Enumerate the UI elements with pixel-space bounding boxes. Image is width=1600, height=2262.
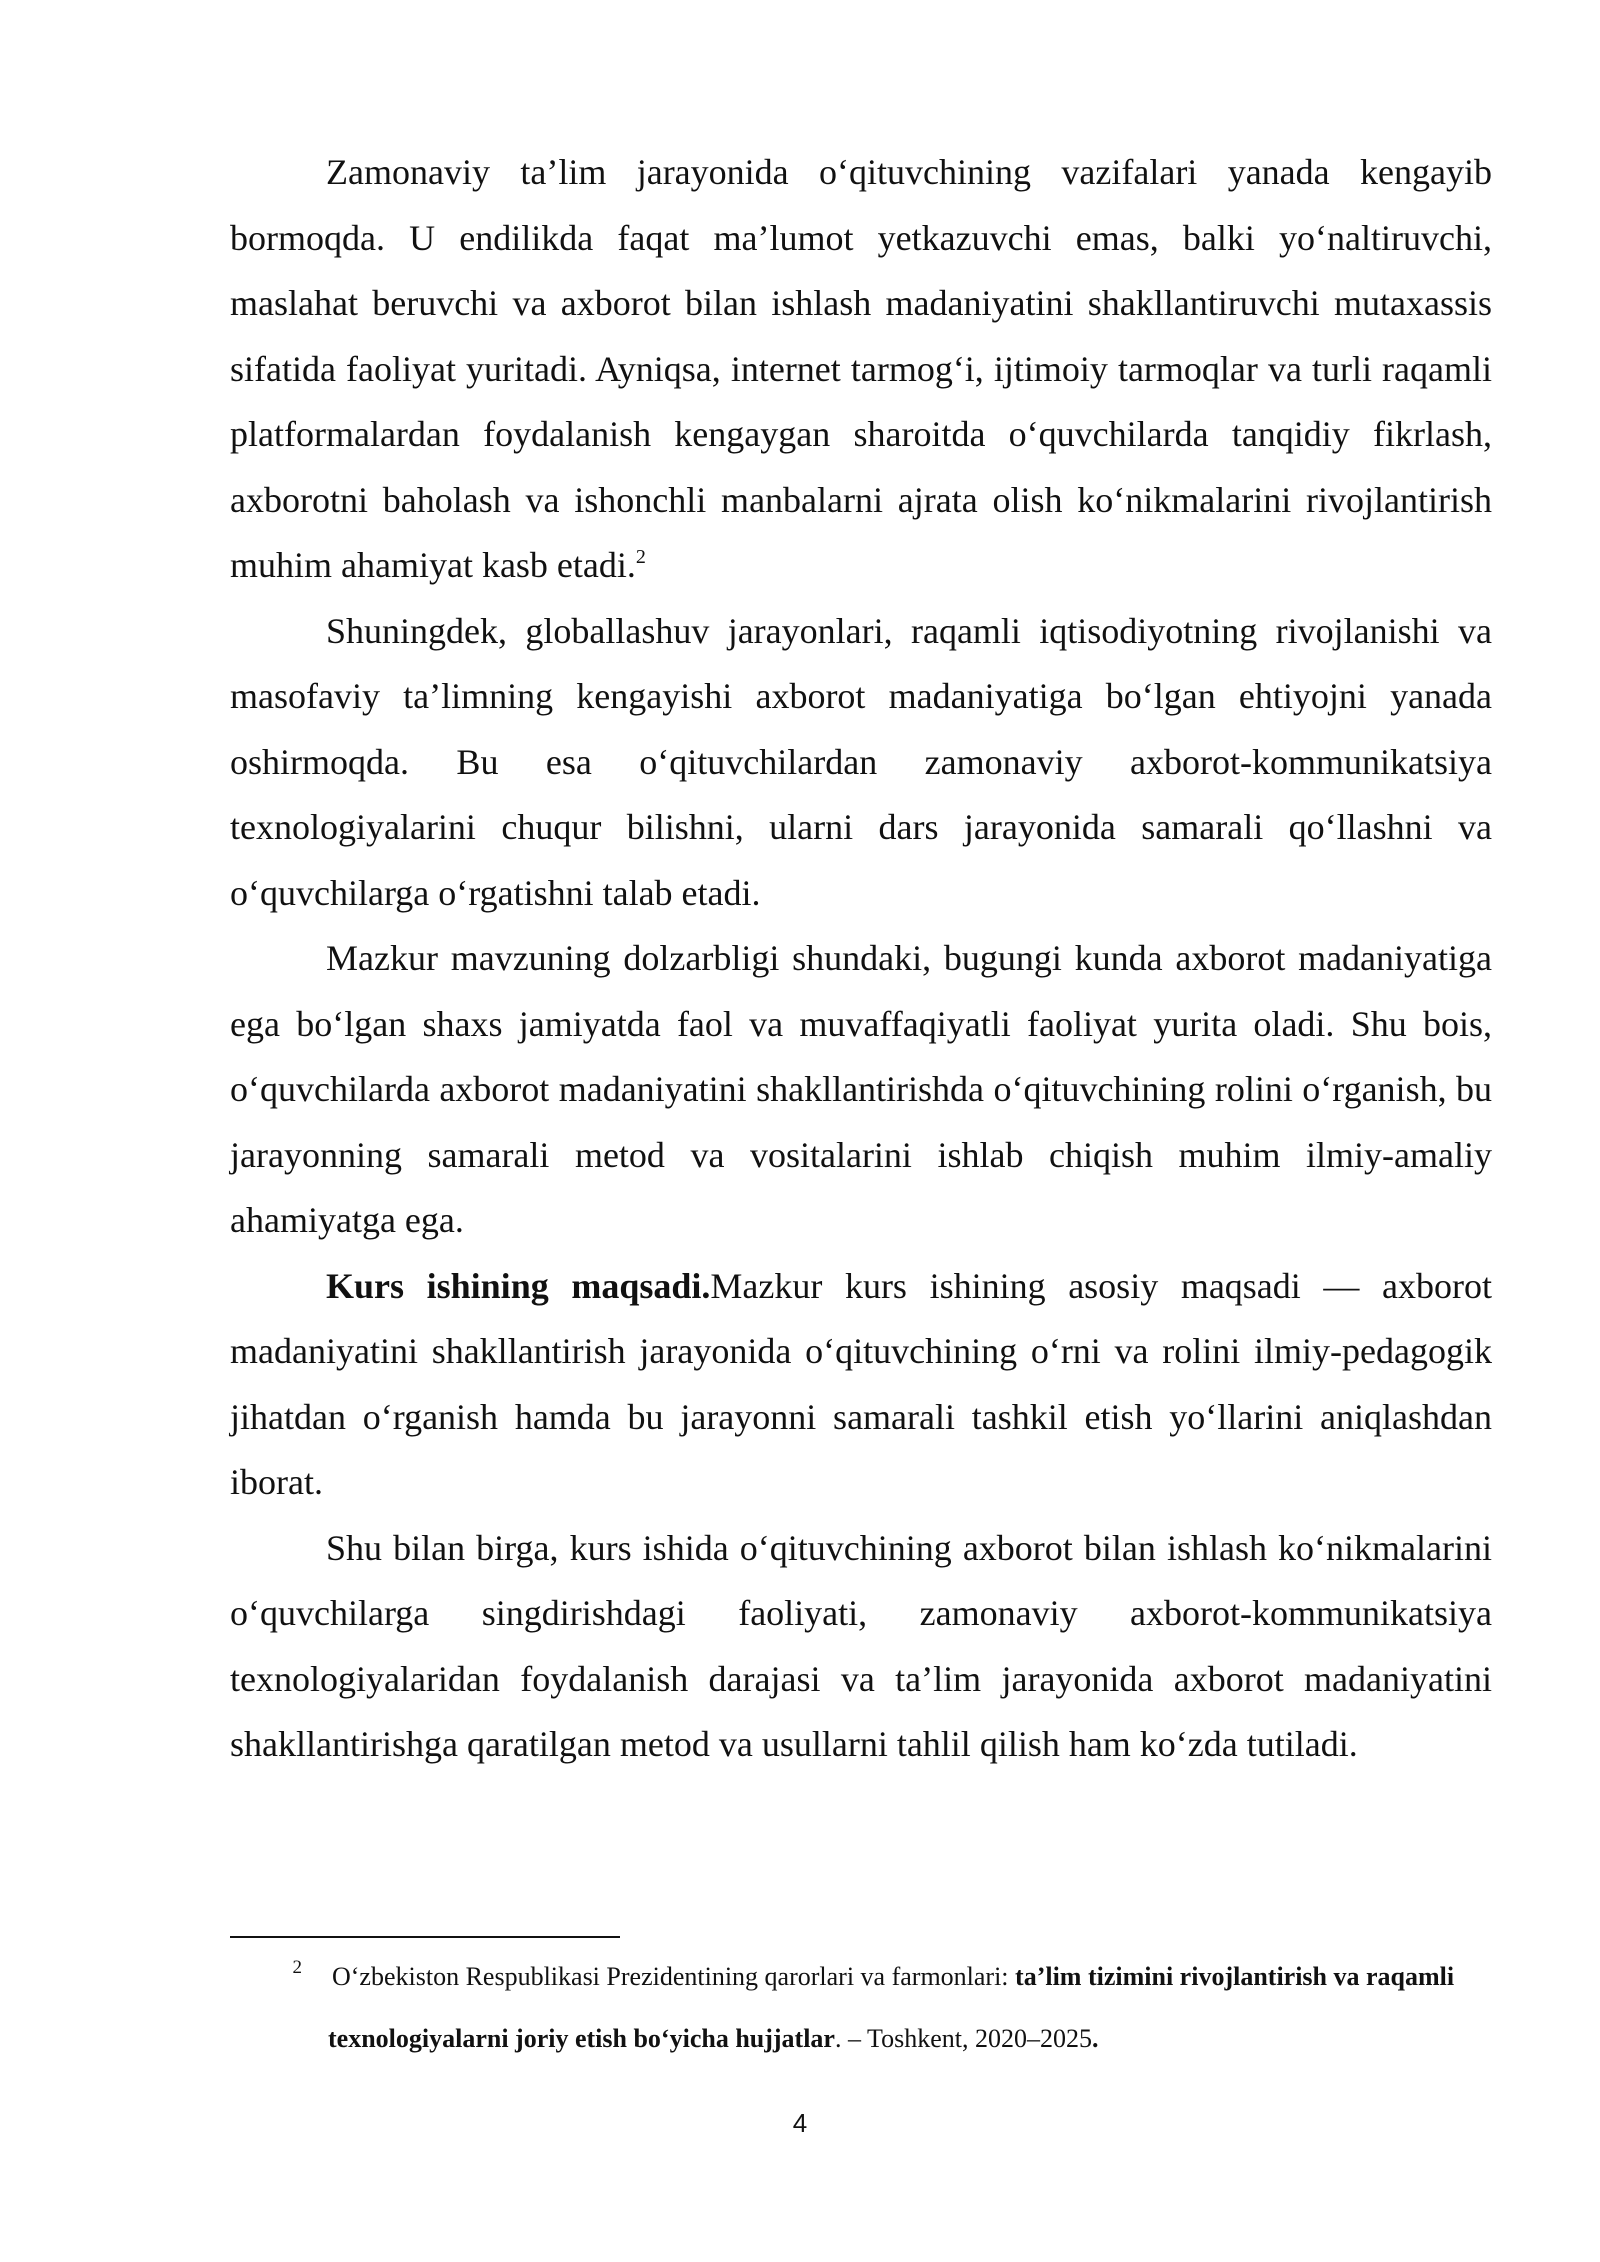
goal-heading: Kurs ishining maqsadi. <box>326 1265 711 1306</box>
paragraph-3-text: Mazkur mavzuning dolzarbligi shundaki, bugungi kunda axborot madaniyatiga ega bo‘lgan shaxs jamiyatda faol va muvaffaqiyatli faoliyat yurita oladi. Shu bois, o‘quvchilarda axborot madaniyatini shakllantirishda o‘qituvchining rolini o‘rganish, bu jarayonning samarali metod va vositalarini ishlab chiqish muhim ilmiy-amaliy ahamiyatga ega. <box>230 938 1492 1240</box>
paragraph-5-text: Shu bilan birga, kurs ishida o‘qituvchining axborot bilan ishlash ko‘nikmalarini o‘quvchilarga singdirishdagi faoliyati, zamonaviy axborot-kommunikatsiya texnologiyalaridan foydalanish darajasi va ta’lim jarayonida axborot madaniyatini shakllantirishga qaratilgan metod va usullarni tahlil qilish ham ko‘zda tutiladi. <box>230 1527 1492 1764</box>
paragraph-1-text: Zamonaviy ta’lim jarayonida o‘qituvchining vazifalari yanada kengayib bormoqda. U endilikda faqat ma’lumot yetkazuvchi emas, balki yo‘naltiruvchi, maslahat beruvchi va axborot bilan ishlash madaniyatini shakllantiruvchi mutaxassis sifatida faoliyat yuritadi. Ayniqsa, internet tarmog‘i, ijtimoiy tarmoqlar va turli raqamli platformalardan foydalanish kengaygan sharoitda o‘quvchilarda tanqidiy fikrlash, axborotni baholash va ishonchli manbalarni ajrata olish ko‘nikmalarini rivojlantirish muhim ahamiyat kasb etadi. <box>230 152 1492 585</box>
paragraph-4-goal <box>230 1254 1492 1516</box>
footnote-line-1: 2 O‘zbekiston Respublikasi Prezidentining qarorlari va farmonlari: ta’lim tizimini rivojlantirish va raqamli <box>292 1957 1455 1991</box>
footnote-text-plain-1: O‘zbekiston Respublikasi Prezidentining qarorlari va farmonlari: <box>332 1962 1016 1991</box>
footnote <box>230 1946 1492 2070</box>
footnote-text-bold-end: . <box>1091 2024 1099 2053</box>
page-number: 4 <box>792 2108 808 2138</box>
paragraph-2 <box>230 599 1492 927</box>
footnote-line-2 <box>230 2008 1492 2070</box>
paragraph-3 <box>230 926 1492 1254</box>
footnote-reference[interactable]: 2 <box>635 546 646 568</box>
footnote-separator <box>230 1936 620 1938</box>
footnote-text-bold-1: ta’lim tizimini rivojlantirish va raqamli <box>1015 1962 1455 1991</box>
paragraph-2-text: Shuningdek, globallashuv jarayonlari, raqamli iqtisodiyotning rivojlanishi va masofaviy ta’limning kengayishi axborot madaniyatiga bo‘lgan ehtiyojni yanada oshirmoqda. Bu esa o‘qituvchilardan zamonaviy axborot-kommunikatsiya texnologiyalarini chuqur bilishni, ularni dars jarayonida samarali qo‘llashni va o‘quvchilarga o‘rgatishni talab etadi. <box>230 610 1492 913</box>
document-body <box>230 140 1492 1778</box>
footnote-text-bold-2: texnologiyalarni joriy etish bo‘yicha hujjatlar <box>328 2024 835 2053</box>
paragraph-5 <box>230 1516 1492 1778</box>
footnote-text-plain-2: . – Toshkent, 2020–2025 <box>834 2024 1092 2053</box>
paragraph-4-text: Mazkur kurs ishining asosiy maqsadi — axborot madaniyatini shakllantirish jarayonida o‘qituvchining o‘rni va rolini ilmiy-pedagogik jihatdan o‘rganish hamda bu jarayonni samarali tashkil etish yo‘llarini aniqlashdan iborat. <box>230 1265 1492 1502</box>
paragraph-1 <box>230 140 1492 599</box>
